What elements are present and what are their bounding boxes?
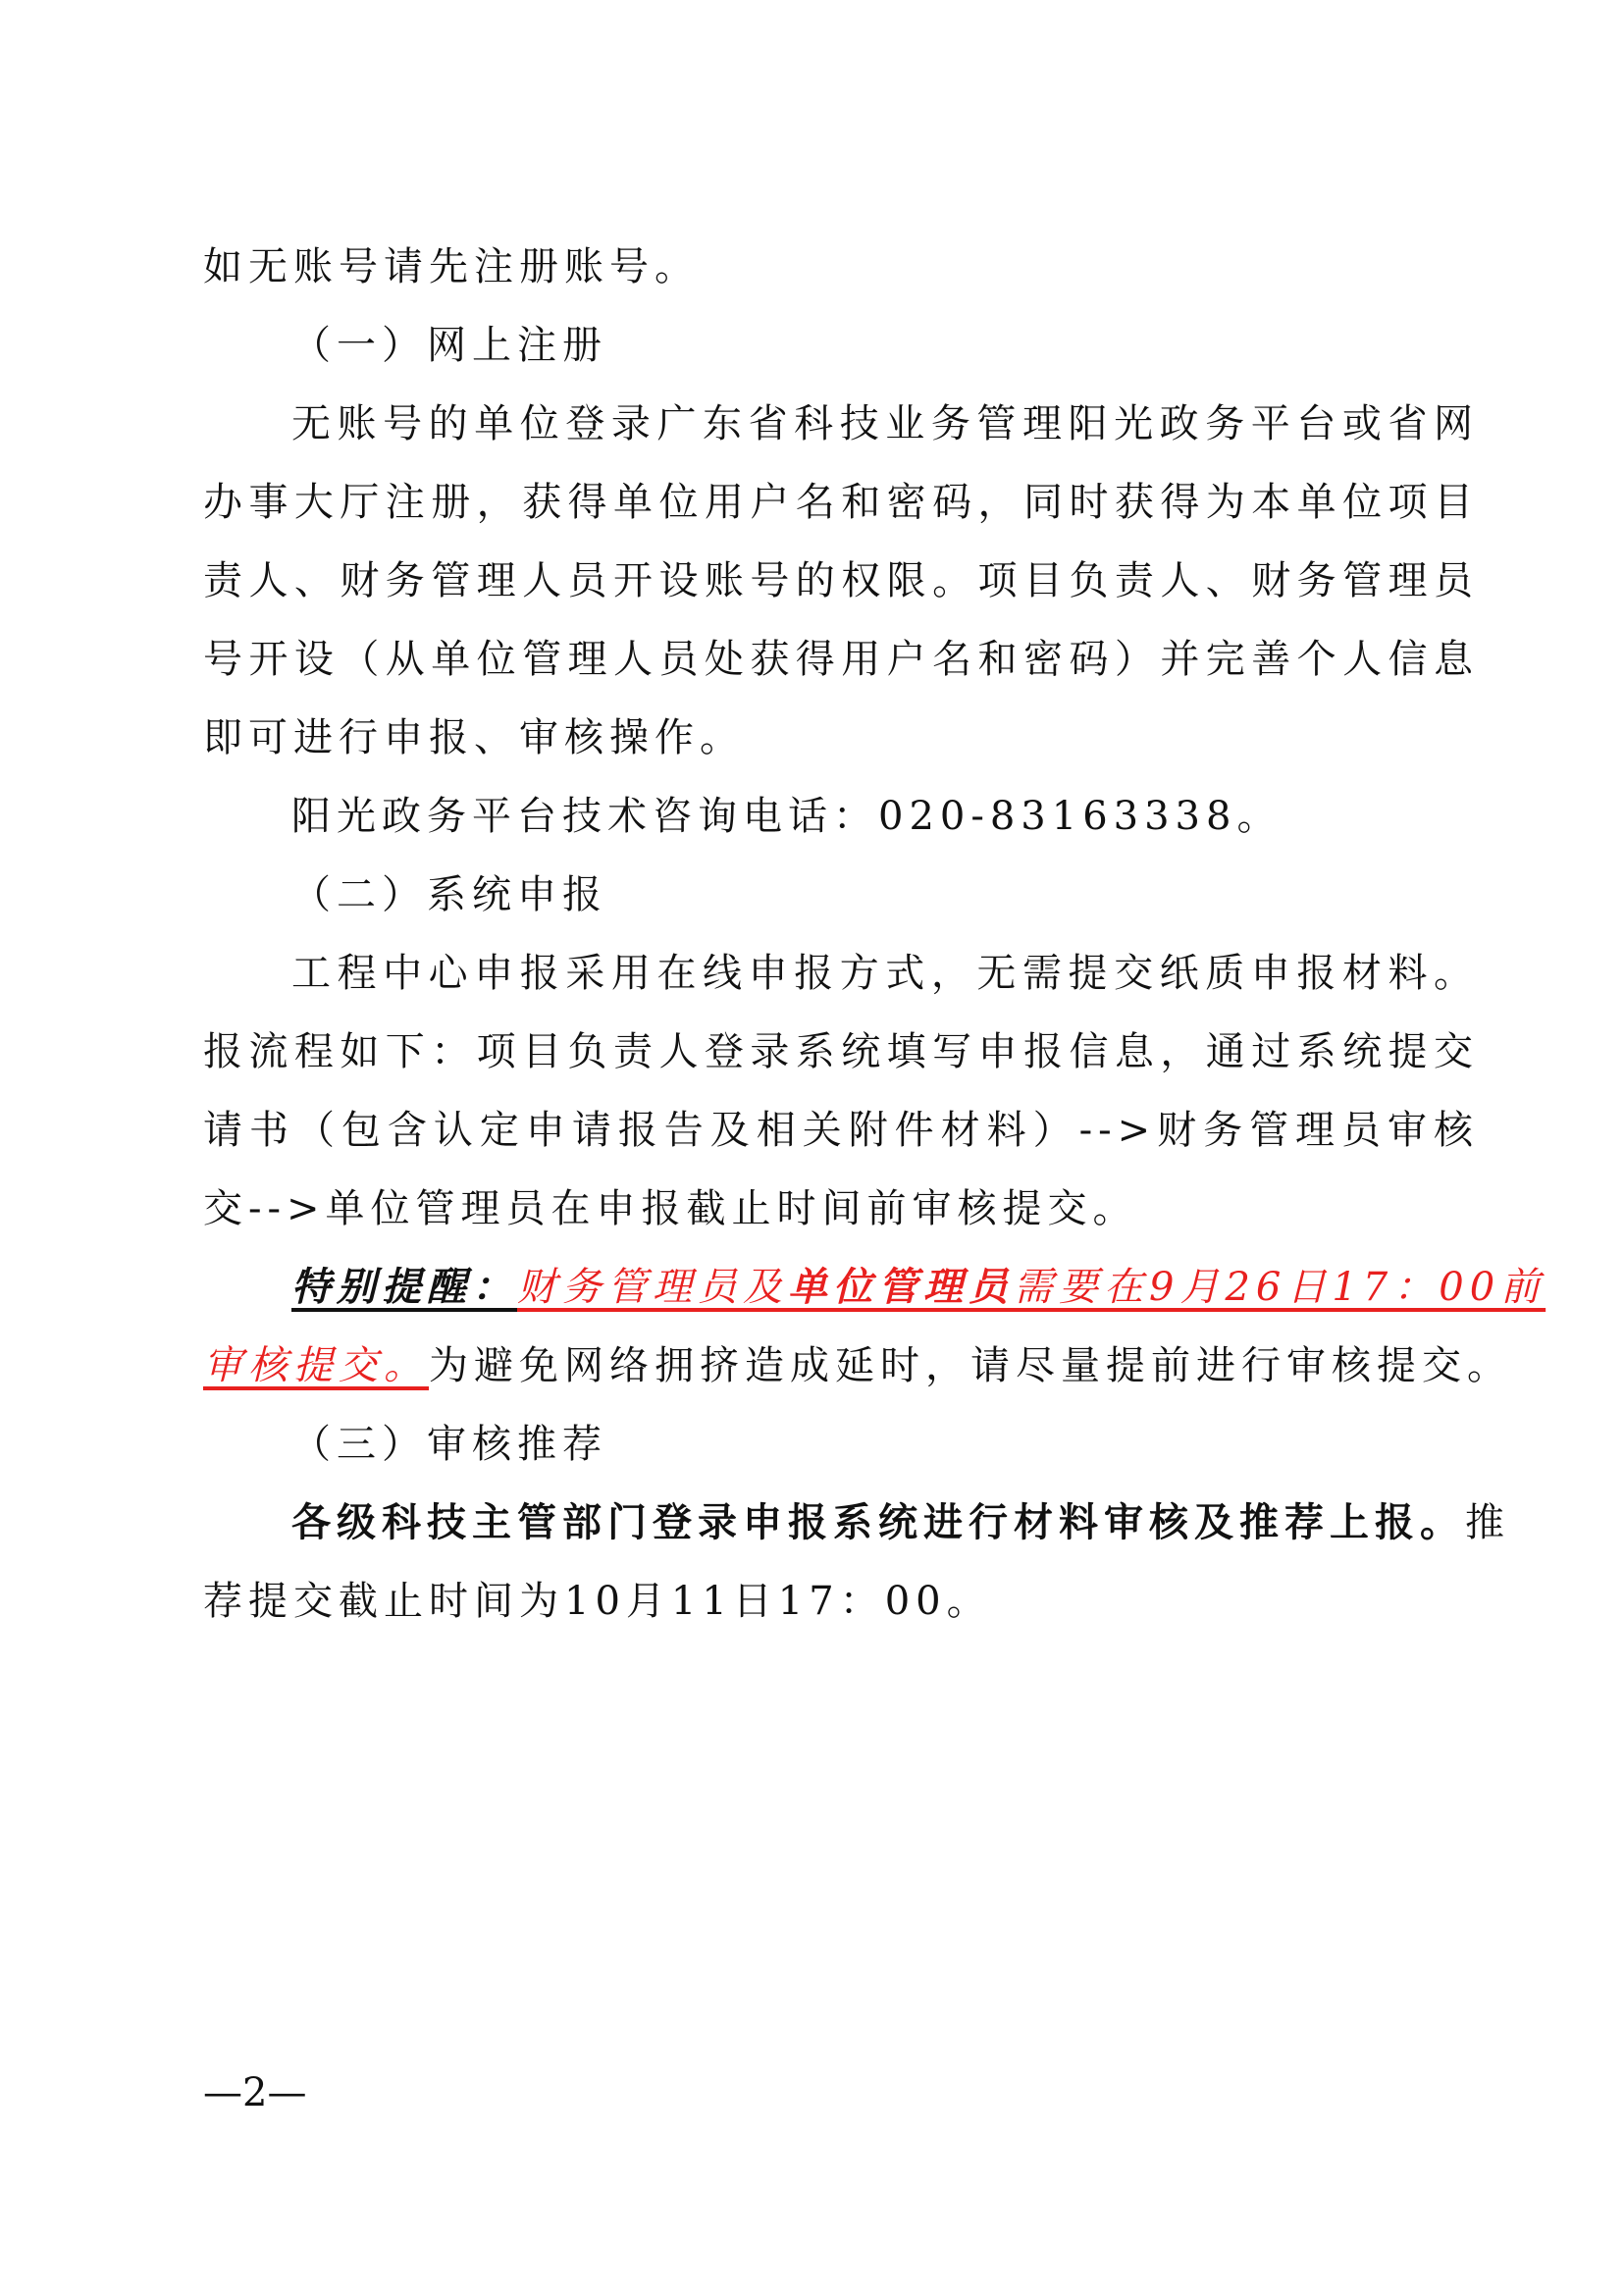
section-heading-registration: （一）网上注册 — [291, 323, 607, 368]
reminder-deadline-text: 审核提交。 — [203, 1343, 429, 1388]
paragraph-line: 即可进行申报、审核操作。 — [203, 715, 745, 760]
paragraph-line: 责人、财务管理人员开设账号的权限。项目负责人、财务管理员 — [203, 558, 1479, 603]
paragraph-line: 号开设（从单位管理人员处获得用户名和密码）并完善个人信息 — [203, 637, 1479, 682]
reminder-tail-text: 为避免网络拥挤造成延时，请尽量提前进行审核提交。 — [429, 1343, 1512, 1388]
paragraph-line: 如无账号请先注册账号。 — [203, 244, 700, 289]
special-reminder-line-2 — [203, 1327, 1512, 1405]
paragraph-line — [203, 1484, 1510, 1562]
paragraph-line: 报流程如下：项目负责人登录系统填写申报信息，通过系统提交 — [203, 1029, 1479, 1074]
paragraph-line: 无账号的单位登录广东省科技业务管理阳光政务平台或省网 — [291, 401, 1479, 446]
special-reminder-line — [203, 1248, 1546, 1327]
support-phone-line: 阳光政务平台技术咨询电话：020-83163338。 — [291, 794, 1283, 839]
reminder-deadline-text — [517, 1265, 1545, 1310]
page-number: —2— — [203, 2070, 307, 2115]
paragraph-line: 荐提交截止时间为10月11日17：00。 — [203, 1579, 992, 1624]
reminder-text-part: 需要在9月26日17：00前 — [1014, 1265, 1546, 1310]
review-tail-text: 推 — [1465, 1500, 1510, 1545]
section-heading-review: （三）审核推荐 — [291, 1422, 607, 1467]
reminder-text-part: 财务管理员及 — [517, 1265, 788, 1310]
paragraph-line: 办事大厅注册，获得单位用户名和密码，同时获得为本单位项目 — [203, 480, 1479, 525]
reminder-text-bold: 单位管理员 — [788, 1264, 1014, 1310]
review-bold-text: 各级科技主管部门登录申报系统进行材料审核及推荐上报。 — [291, 1499, 1465, 1545]
paragraph-line: 交-->单位管理员在申报截止时间前审核提交。 — [203, 1186, 1138, 1231]
reminder-label: 特别提醒： — [291, 1264, 517, 1310]
paragraph-line: 请书（包含认定申请报告及相关附件材料）-->财务管理员审核 — [203, 1108, 1479, 1153]
section-heading-submission: （二）系统申报 — [291, 872, 607, 917]
paragraph-line: 工程中心申报采用在线申报方式，无需提交纸质申报材料。 — [291, 951, 1479, 996]
document-body — [203, 228, 1546, 1641]
